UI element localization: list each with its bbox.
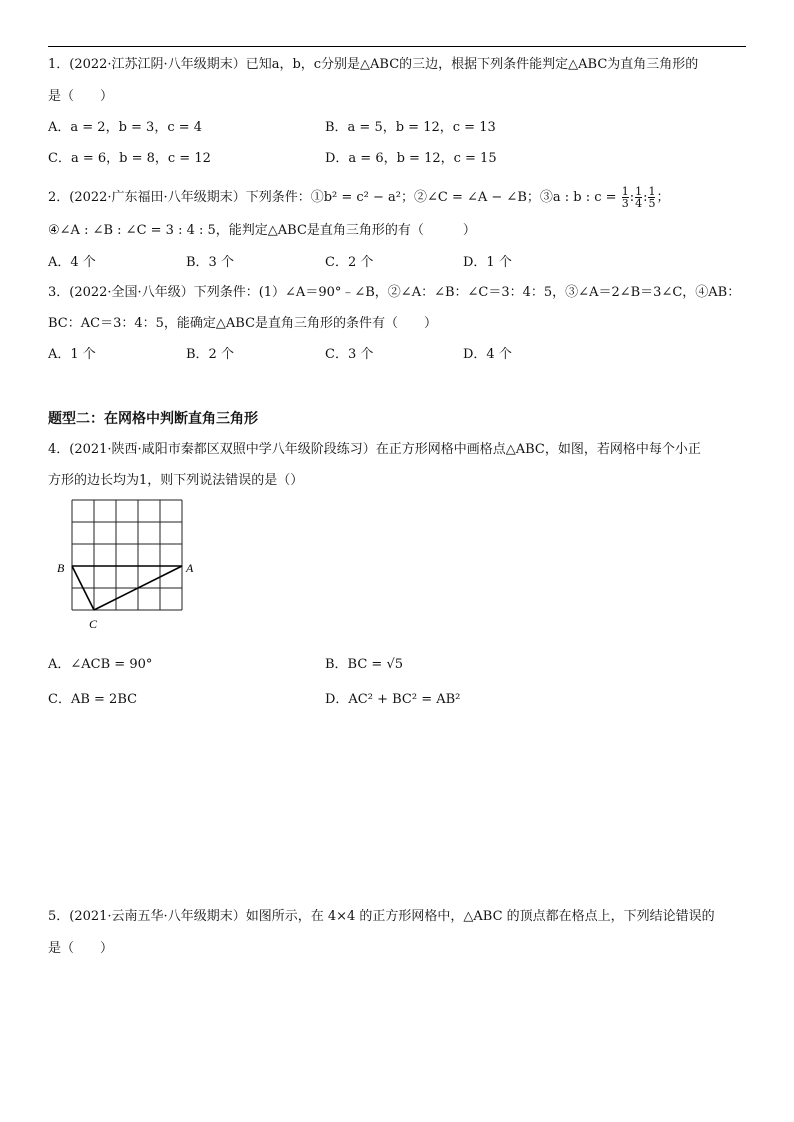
q2-fraction-2 (635, 186, 642, 209)
q2-stem-line2: ④∠A : ∠B : ∠C = 3 : 4 : 5，能判定△ABC是直角三角形的有（ ） (48, 223, 476, 238)
q4-option-b[interactable]: B．BC = √5 (325, 657, 404, 672)
q2-stem-prefix: 2．(2022·广东福田·八年级期末）下列条件：①b² = c² − a²；②∠C = ∠A − ∠B；③a : b : c = (48, 190, 617, 205)
label-b: B (57, 561, 65, 575)
frac2-num: 1 (635, 185, 643, 198)
q4-option-c[interactable]: C．AB = 2BC (48, 692, 138, 707)
q3-option-b[interactable]: B．2 个 (186, 347, 234, 362)
q3-option-d[interactable]: D．4 个 (463, 347, 512, 362)
q2-stem-line1: 2．(2022·广东福田·八年级期末）下列条件：①b² = c² − a²；②∠C = ∠A − ∠B；③a : b : c = $\frac{1}{3}$ : $\frac{1}{4}$ : $\frac{1}{5}$ ； (48, 185, 670, 210)
q3-option-a[interactable]: A．1 个 (48, 347, 96, 362)
label-a: A (186, 561, 194, 575)
frac2-den: 4 (635, 197, 643, 210)
frac3-num: 1 (648, 185, 656, 198)
q5-stem-line1: 5．(2021·云南五华·八年级期末）如图所示，在 4×4 的正方形网格中，△ABC 的顶点都在格点上，下列结论错误的 (48, 909, 715, 924)
q3-option-c[interactable]: C．3 个 (325, 347, 374, 362)
q1-option-a[interactable]: A．a = 2，b = 3，c = 4 (48, 120, 203, 135)
q1-option-b[interactable]: B．a = 5，b = 12，c = 13 (325, 120, 496, 135)
q4-stem-line1: 4．(2021·陕西·咸阳市秦都区双照中学八年级阶段练习）在正方形网格中画格点△ABC，如图，若网格中每个小正 (48, 442, 701, 457)
q4-option-a[interactable]: A．∠ACB = 90° (48, 657, 153, 672)
q2-option-b[interactable]: B．3 个 (186, 255, 234, 270)
q4-option-d[interactable]: D．AC² + BC² = AB² (325, 692, 461, 707)
grid-triangle-figure (52, 496, 212, 636)
q2-fraction-3 (648, 186, 655, 209)
q2-fraction-1 (622, 186, 629, 209)
q1-stem-line2: 是（ ） (48, 89, 114, 104)
q3-stem-line2: BC：AC＝3：4：5，能确定△ABC是直角三角形的条件有（ ） (48, 316, 438, 331)
q2-option-d[interactable]: D．1 个 (463, 255, 512, 270)
top-rule (48, 46, 746, 47)
section-heading: 题型二：在网格中判断直角三角形 (48, 411, 258, 427)
q1-stem-line1: 1．(2022·江苏江阴·八年级期末）已知a，b，c分别是△ABC的三边，根据下列条件能判定△ABC为直角三角形的 (48, 57, 699, 72)
frac1-den: 3 (621, 197, 629, 210)
q5-stem-line2: 是（ ） (48, 941, 114, 956)
q3-stem-line1: 3．(2022·全国·八年级）下列条件：(1）∠A＝90°﹣∠B，②∠A：∠B：∠C＝3：4：5，③∠A＝2∠B＝3∠C，④AB： (48, 285, 741, 300)
label-c: C (89, 617, 98, 631)
q2-option-a[interactable]: A．4 个 (48, 255, 96, 270)
frac1-num: 1 (621, 185, 629, 198)
frac3-den: 5 (648, 197, 656, 210)
q1-option-c[interactable]: C．a = 6，b = 8，c = 12 (48, 151, 211, 166)
q4-stem-line2: 方形的边长均为1，则下列说法错误的是（） (48, 473, 304, 488)
q2-option-c[interactable]: C．2 个 (325, 255, 374, 270)
q1-option-d[interactable]: D．a = 6，b = 12，c = 15 (325, 151, 497, 166)
